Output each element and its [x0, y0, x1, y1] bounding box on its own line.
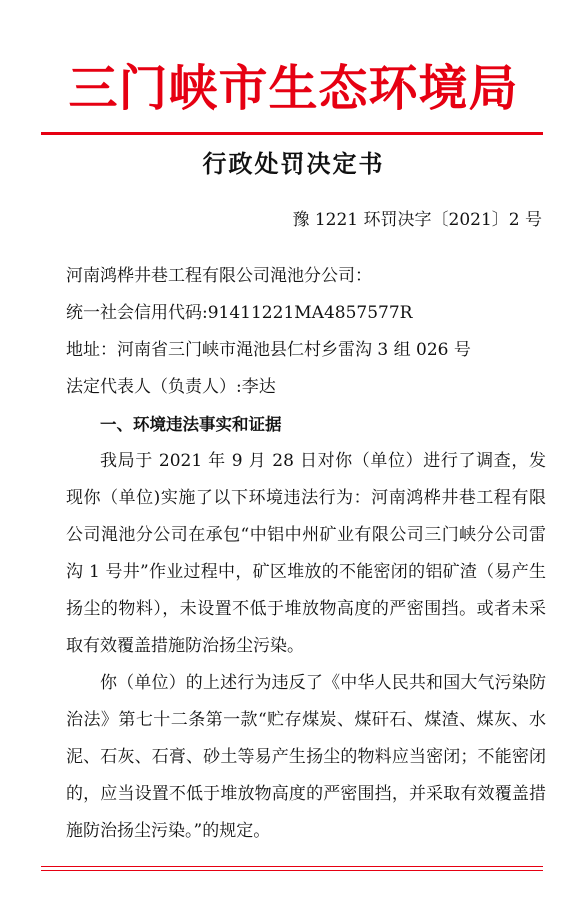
document-number: 豫 1221 环罚决字〔2021〕2 号 [292, 210, 542, 230]
letterhead-divider-top [41, 132, 543, 135]
footer-divider-1 [41, 866, 543, 867]
footer-divider-2 [41, 870, 543, 871]
agency-name: 三门峡市生态环境局 [68, 59, 519, 117]
document-body [66, 258, 546, 850]
paragraph-violation: 你（单位）的上述行为违反了《中华人民共和国大气污染防治法》第七十二条第一款“贮存煤炭、煤矸石、煤渣、煤灰、水泥、石灰、石膏、砂土等易产生扬尘的物料应当密闭；不能密闭的，应当设置不低于堆放物高度的严密围挡，并采取有效覆盖措施防治扬尘污染。”的规定。 [66, 673, 546, 841]
party-address: 地址：河南省三门峡市渑池县仁村乡雷沟 3 组 026 号 [66, 340, 471, 360]
paragraph-facts: 我局于 2021 年 9 月 28 日对你（单位）进行了调查，发现你（单位)实施了以下环境违法行为：河南鸿桦井巷工程有限公司渑池分公司在承包“中铝中州矿业有限公司三门峡分公司雷沟 1 号井”作业过程中，矿区堆放的不能密闭的铝矿渣（易产生扬尘的物料），未设置不低于堆放物高度的严密围挡。或者未采取有效覆盖措施防治扬尘污染。 [66, 451, 546, 656]
party-name: 河南鸿桦井巷工程有限公司渑池分公司： [66, 266, 372, 286]
party-legal-rep: 法定代表人（负责人）:李达 [66, 377, 276, 397]
party-credit-code: 统一社会信用代码:91411221MA4857577R [66, 303, 413, 323]
document-title: 行政处罚决定书 [202, 149, 385, 178]
section-heading: 一、环境违法事实和证据 [100, 415, 282, 434]
